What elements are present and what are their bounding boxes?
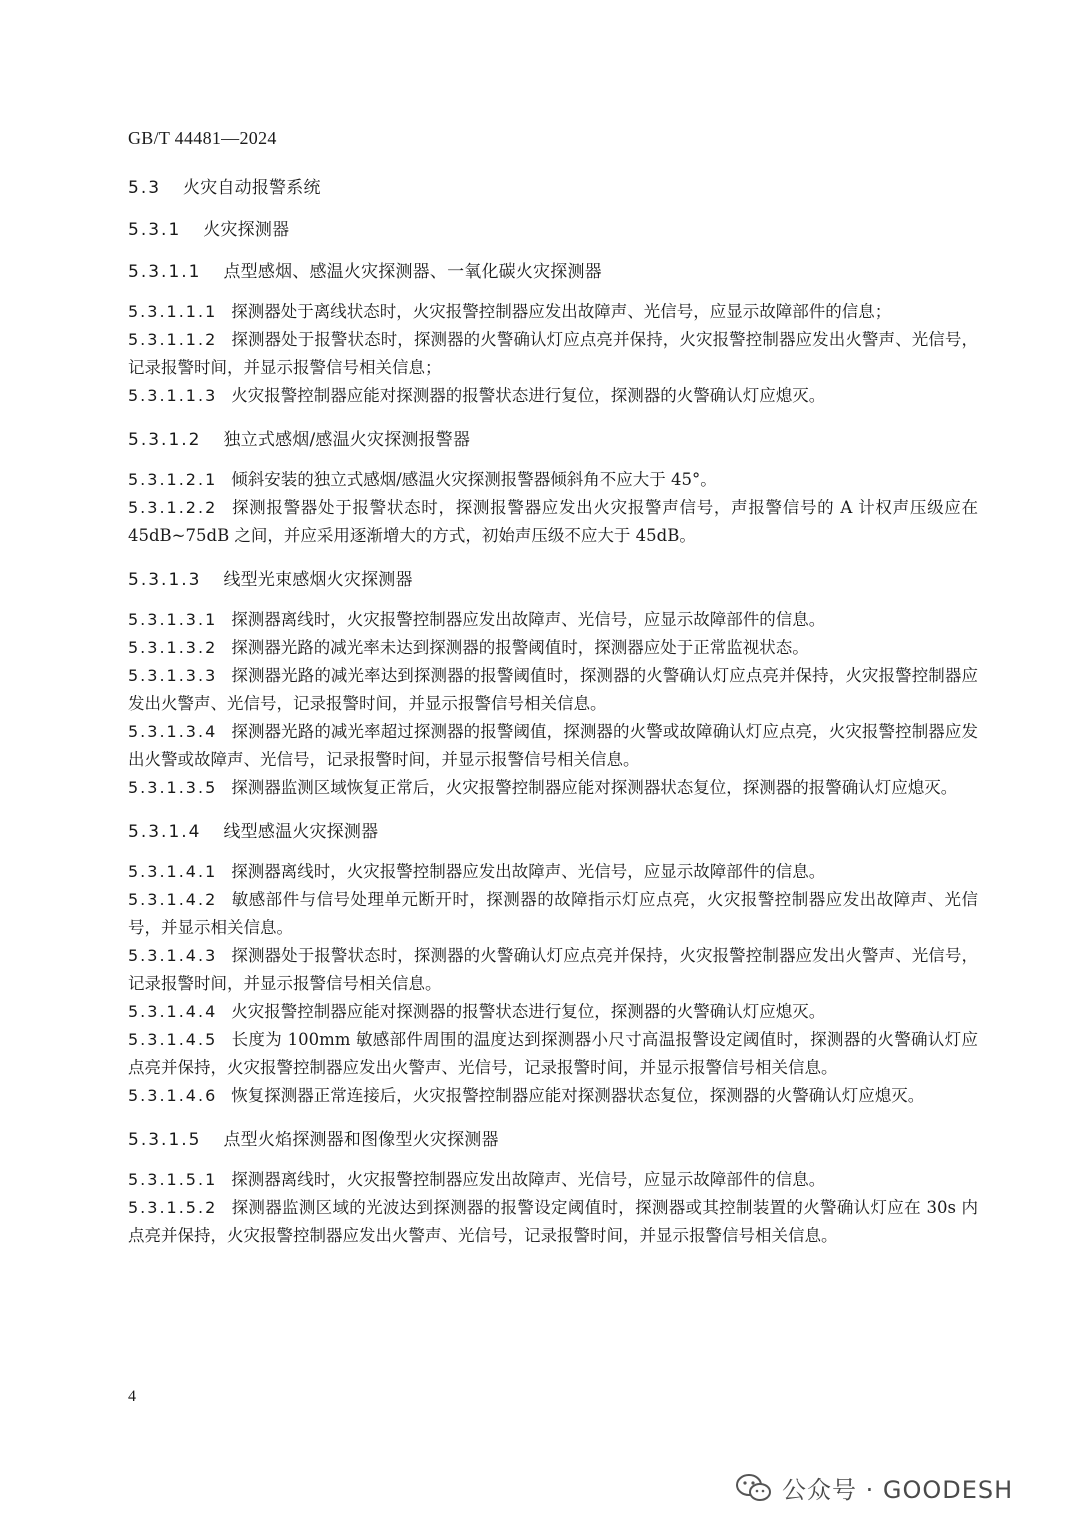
clause-text: 恢复探测器正常连接后，火灾报警控制器应能对探测器状态复位，探测器的火警确认灯应熄灭。 — [231, 1086, 925, 1105]
clause-text: 探测器处于报警状态时，探测器的火警确认灯应点亮并保持，火灾报警控制器应发出火警声、光信号，记录报警时间，并显示报警信号相关信息。 — [128, 946, 978, 993]
clause — [128, 858, 978, 886]
section-title: 火灾探测器 — [203, 220, 290, 240]
clause-text: 探测器离线时，火灾报警控制器应发出故障声、光信号，应显示故障部件的信息。 — [231, 610, 826, 629]
clause-number: 5.3.1.1.3 — [128, 386, 218, 405]
clause-number: 5.3.1.3.3 — [128, 666, 218, 685]
clause-text: 探测器离线时，火灾报警控制器应发出故障声、光信号，应显示故障部件的信息。 — [231, 862, 826, 881]
clause-number: 5.3.1.4.3 — [128, 946, 218, 965]
clause — [128, 494, 978, 550]
section-heading — [128, 568, 978, 592]
standard-code: GB/T 44481—2024 — [128, 128, 277, 148]
section-number: 5.3.1.4 — [128, 822, 202, 842]
section-title: 线型光束感烟火灾探测器 — [223, 570, 413, 590]
clause — [128, 1166, 978, 1194]
clause-number: 5.3.1.3.5 — [128, 778, 218, 797]
clause — [128, 326, 978, 382]
clause — [128, 466, 978, 494]
section-number: 5.3.1 — [128, 220, 182, 240]
page-number: 4 — [128, 1388, 136, 1405]
clause — [128, 942, 978, 998]
clause-number: 5.3.1.3.1 — [128, 610, 218, 629]
section-title: 线型感温火灾探测器 — [223, 822, 379, 842]
clause-text: 探测器处于离线状态时，火灾报警控制器应发出故障声、光信号，应显示故障部件的信息； — [231, 302, 892, 321]
clause-text: 长度为 100mm 敏感部件周围的温度达到探测器小尺寸高温报警设定阈值时，探测器的火警确认灯应点亮并保持，火灾报警控制器应发出火警声、光信号，记录报警时间，并显示报警信号相关信息。 — [128, 1030, 978, 1077]
clause-text: 探测器监测区域恢复正常后，火灾报警控制器应能对探测器状态复位，探测器的报警确认灯应熄灭。 — [231, 778, 958, 797]
clause — [128, 606, 978, 634]
section-number: 5.3 — [128, 178, 162, 198]
clause — [128, 1194, 978, 1250]
clause — [128, 298, 978, 326]
section-heading — [128, 1128, 978, 1152]
clause-number: 5.3.1.5.2 — [128, 1198, 218, 1217]
clause — [128, 774, 978, 802]
section-title: 独立式感烟/感温火灾探测报警器 — [223, 430, 471, 450]
section-heading — [128, 428, 978, 452]
section-number: 5.3.1.3 — [128, 570, 202, 590]
clause-text: 火灾报警控制器应能对探测器的报警状态进行复位，探测器的火警确认灯应熄灭。 — [231, 386, 826, 405]
clause-text: 倾斜安装的独立式感烟/感温火灾探测报警器倾斜角不应大于 45°。 — [231, 470, 717, 489]
section-title: 点型感烟、感温火灾探测器、一氧化碳火灾探测器 — [223, 262, 602, 282]
clause-number: 5.3.1.3.2 — [128, 638, 218, 657]
clause-text: 敏感部件与信号处理单元断开时，探测器的故障指示灯应点亮，火灾报警控制器应发出故障声、光信号，并显示相关信息。 — [128, 890, 978, 937]
clause-number: 5.3.1.4.5 — [128, 1030, 218, 1049]
clause-text: 探测器光路的减光率超过探测器的报警阈值，探测器的火警或故障确认灯应点亮，火灾报警控制器应发出火警或故障声、光信号，记录报警时间，并显示报警信号相关信息。 — [128, 722, 978, 769]
clause-number: 5.3.1.4.4 — [128, 1002, 218, 1021]
clause-number: 5.3.1.2.1 — [128, 470, 218, 489]
clause-number: 5.3.1.1.2 — [128, 330, 218, 349]
clause-number: 5.3.1.3.4 — [128, 722, 218, 741]
section-heading — [128, 260, 978, 284]
section-heading — [128, 176, 978, 200]
clause-number: 5.3.1.2.2 — [128, 498, 218, 517]
section-title: 火灾自动报警系统 — [183, 178, 321, 198]
clause-text: 探测器离线时，火灾报警控制器应发出故障声、光信号，应显示故障部件的信息。 — [231, 1170, 826, 1189]
clause-text: 火灾报警控制器应能对探测器的报警状态进行复位，探测器的火警确认灯应熄灭。 — [231, 1002, 826, 1021]
clause-number: 5.3.1.4.6 — [128, 1086, 218, 1105]
clause — [128, 718, 978, 774]
clause-text: 探测器监测区域的光波达到探测器的报警设定阈值时，探测器或其控制装置的火警确认灯应在 30s 内点亮并保持，火灾报警控制器应发出火警声、光信号，记录报警时间，并显示报警信号相关信息。 — [128, 1198, 978, 1245]
watermark — [736, 1470, 1013, 1505]
clause — [128, 662, 978, 718]
section-number: 5.3.1.5 — [128, 1130, 202, 1150]
clause-number: 5.3.1.4.1 — [128, 862, 218, 881]
clause — [128, 1026, 978, 1082]
clause — [128, 886, 978, 942]
clause — [128, 382, 978, 410]
section-title: 点型火焰探测器和图像型火灾探测器 — [223, 1130, 499, 1150]
clause-number: 5.3.1.5.1 — [128, 1170, 218, 1189]
section-number: 5.3.1.2 — [128, 430, 202, 450]
clause — [128, 1082, 978, 1110]
document-body — [128, 168, 978, 1250]
watermark-text: 公众号 · GOODESH — [782, 1476, 1014, 1504]
clause-text: 探测器光路的减光率未达到探测器的报警阈值时，探测器应处于正常监视状态。 — [231, 638, 809, 657]
clause — [128, 634, 978, 662]
clause-text: 探测报警器处于报警状态时，探测报警器应发出火灾报警声信号，声报警信号的 A 计权声压级应在 45dB~75dB 之间，并应采用逐渐增大的方式，初始声压级不应大于 45dB。 — [128, 498, 978, 545]
clause-number: 5.3.1.1.1 — [128, 302, 218, 321]
clause-text: 探测器光路的减光率达到探测器的报警阈值时，探测器的火警确认灯应点亮并保持，火灾报警控制器应发出火警声、光信号，记录报警时间，并显示报警信号相关信息。 — [128, 666, 978, 713]
clause-text: 探测器处于报警状态时，探测器的火警确认灯应点亮并保持，火灾报警控制器应发出火警声、光信号，记录报警时间，并显示报警信号相关信息； — [128, 330, 978, 377]
wechat-icon — [736, 1474, 772, 1502]
clause-number: 5.3.1.4.2 — [128, 890, 218, 909]
clause — [128, 998, 978, 1026]
section-heading — [128, 820, 978, 844]
section-number: 5.3.1.1 — [128, 262, 202, 282]
section-heading — [128, 218, 978, 242]
